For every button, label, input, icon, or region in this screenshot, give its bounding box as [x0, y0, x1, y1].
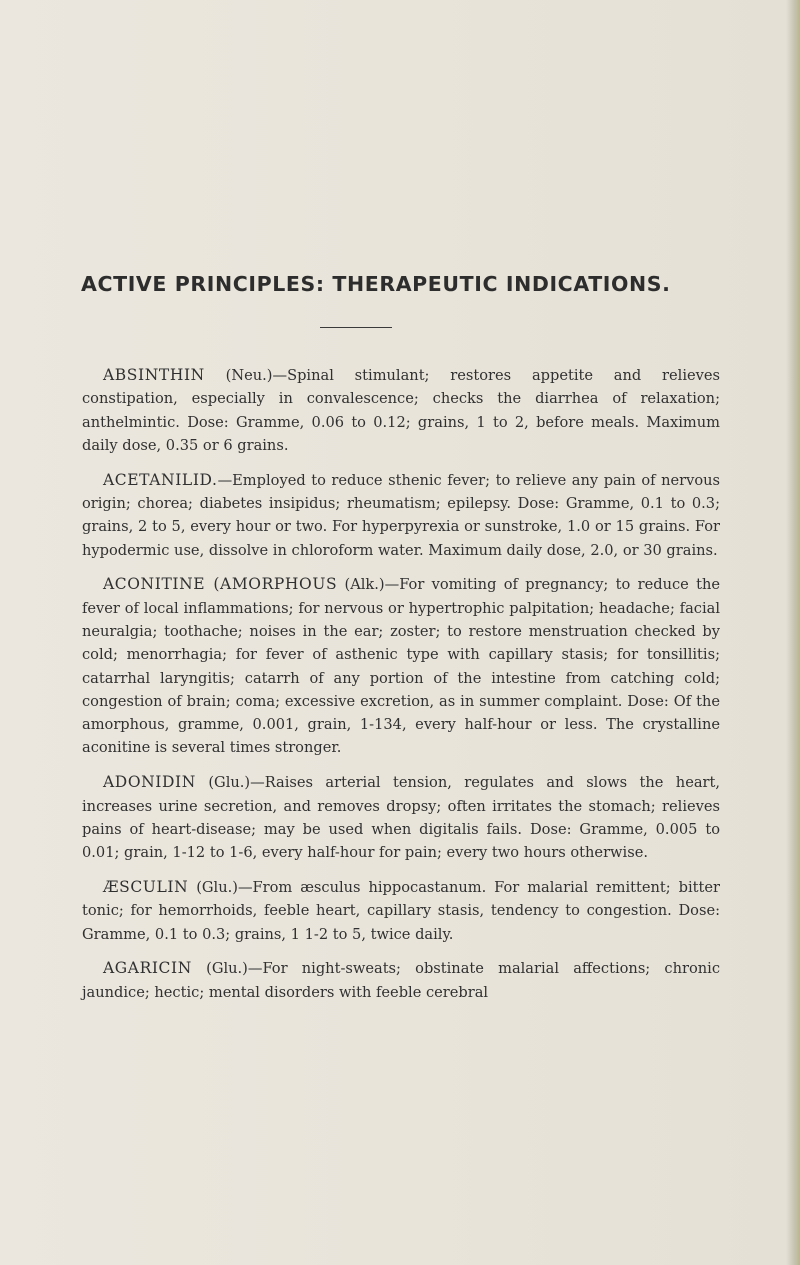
entry-text: —Spinal stimulant; restores appetite and relieves constipation, especially in convalescence; checks the diarrhea of relaxation; anthelmintic. Dose: Gramme, 0.06 to 0.12; grains, 1 to 2, before meals. Maximum daily dose, 0.35 or 6 grains.: [82, 367, 720, 454]
entry-class: (Glu.): [208, 774, 251, 792]
entry-aesculin: [82, 876, 720, 946]
entry-term: AGARICIN: [103, 959, 192, 978]
entry-text: —From æsculus hippocastanum. For malarial remittent; bitter tonic; for hemorrhoids, feeble heart, capillary stasis, tendency to congestion. Dose: Gramme, 0.1 to 0.3; grains, 1 1-2 to 5, twice daily.: [82, 878, 721, 943]
entries-body: [82, 364, 720, 1015]
entry-text: —For vomiting of pregnancy; to reduce the fever of local inflammations; for nervous or hypertrophic palpitation; headache; facial neuralgia; toothache; noises in the ear; zoster; to restore menstruation checked by cold; menorrhagia; for fever of asthenic type with capillary stasis; for tonsillitis; catarrhal laryngitis; catarrh of any portion of the intestine from catching cold; congestion of brain; coma; excessive excretion, as in summer complaint. Dose: Of the amorphous, gramme, 0.001, grain, 1-134, every half-hour or less. The crystalline aconitine is several times stronger.: [82, 576, 720, 757]
page-edge-shadow: [786, 0, 800, 1265]
entry-text: —Raises arterial tension, regulates and slows the heart, increases urine secretion, and removes dropsy; often irritates the stomach; relieves pains of heart-disease; may be used when digitalis fails. Dose: Gramme, 0.005 to 0.01; grain, 1-12 to 1-6, every half-hour for pain; every two hours otherwise.: [82, 774, 721, 862]
entry-term: ACETANILID.: [103, 470, 218, 489]
entry-text: —Employed to reduce sthenic fever; to relieve any pain of nervous origin; chorea; diabetes insipidus; rheumatism; epilepsy. Dose: Gramme, 0.1 to 0.3; grains, 2 to 5, every hour or two. For hyperpyrexia or sunstroke, 1.0 or 15 grains. For hypodermic use, dissolve in chloroform water. Maximum daily dose, 2.0, or 30 grains.: [82, 471, 720, 559]
heading-rule: [320, 327, 392, 328]
entry-class: (Glu.): [206, 960, 248, 978]
entry-class: (Neu.): [225, 367, 273, 384]
entry-text: —For night-sweats; obstinate malarial affections; chronic jaundice; hectic; mental disorders with feeble cerebral: [82, 960, 720, 1001]
entry-class: (Glu.): [196, 878, 238, 896]
entry-term: ÆSCULIN: [103, 877, 189, 896]
entry-aconitine: [82, 573, 720, 759]
entry-agaricin: [82, 957, 720, 1004]
entry-term: ABSINTHIN: [103, 366, 205, 384]
entry-class: (Alk.): [344, 576, 385, 594]
entry-absinthin: [82, 364, 720, 457]
entry-term: ACONITINE (AMORPHOUS: [103, 575, 338, 594]
entry-acetanilid: [82, 469, 720, 562]
entry-term: ADONIDIN: [103, 773, 196, 792]
entry-adonidin: [82, 771, 720, 864]
page-heading: ACTIVE PRINCIPLES: THERAPEUTIC INDICATIONS.: [81, 272, 671, 296]
